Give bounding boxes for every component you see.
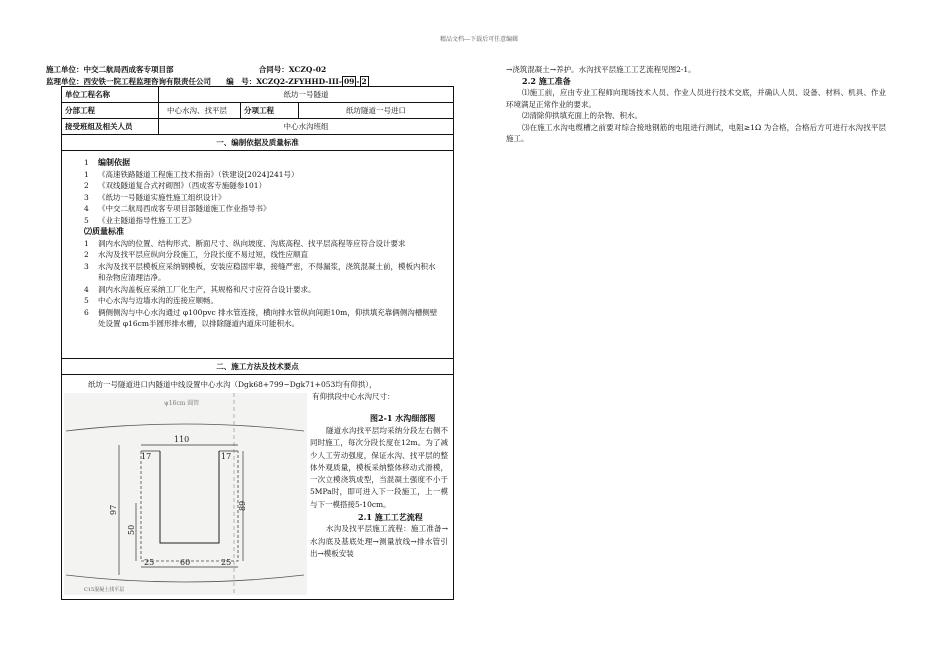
preparation-item: ⑶在施工水沟电缆槽之前要对综合接地钢筋的电阻进行测试，电阻≥1Ω 为合格，合格后方可进行水沟找平层施工。	[506, 122, 886, 143]
list-item-number: 1	[84, 238, 89, 248]
number-label: 编 号：	[226, 77, 257, 86]
right-column	[506, 64, 886, 145]
list-item-number: 1	[84, 169, 89, 179]
section-1-body	[62, 151, 453, 359]
list-item-number: 4	[84, 204, 89, 213]
quality-heading: ⑵质量标准	[84, 226, 124, 236]
list-item-text: 《高速铁路隧道工程施工技术指南》（铁建设[2024]241号）	[98, 169, 299, 179]
list-item	[84, 295, 453, 307]
outer-outline	[141, 451, 238, 561]
list-item-text: 洞内水沟盖板应采纳工厂化生产，其规格和尺寸应符合设计要求。	[98, 284, 316, 294]
bottom-arc	[66, 575, 304, 582]
list-item	[84, 284, 453, 296]
preparation-item: ⑵清除仰拱填充面上的杂物、积水。	[522, 111, 642, 120]
list-item	[84, 215, 453, 227]
list-item-text: 《中交二航局西成客专项目部隧道施工作业指导书》	[98, 204, 271, 213]
supervisor-label: 监理单位：	[46, 77, 84, 86]
list-item-number: 2	[84, 250, 89, 259]
list-item	[84, 238, 453, 250]
preparation-list	[506, 87, 886, 145]
unit-label: 施工单位：	[46, 65, 84, 74]
drain-detail-drawing	[64, 393, 307, 595]
team-value: 中心水沟班组	[283, 122, 329, 131]
list-item-text: 中心水沟与边墙水沟的连接应顺畅。	[98, 296, 218, 305]
contract-label: 合同号：	[258, 65, 289, 74]
technical-disclosure-form	[61, 86, 454, 600]
dim-17b: 17	[221, 452, 232, 461]
figure-caption: 图2-1 水沟细部图	[370, 413, 436, 423]
list-item-text: 《双线隧道复合式衬砌图》（西成客专施隧参101）	[98, 181, 267, 190]
dim-110: 110	[174, 435, 190, 444]
fig-note: C15混凝土找平层	[84, 587, 125, 593]
section-2-paragraph-2: 水沟及找平层施工流程：施工准备→水沟底及基底处理→测量放线→排水管引出→模板安装	[310, 524, 448, 558]
number-box-2: 2	[361, 77, 367, 86]
section-2-body	[62, 375, 453, 599]
section-1-title: 一、编制依据及质量标准	[62, 135, 453, 151]
drain-outline	[160, 451, 219, 543]
project-name-row	[62, 87, 453, 103]
section-2-title: 二、施工方法及技术要点	[62, 359, 453, 375]
team-row	[62, 119, 453, 135]
number-box-1: 09	[343, 77, 355, 86]
list-item-number: 4	[84, 284, 89, 294]
list-item-number: 3	[84, 192, 89, 202]
unit-value: 中交二航局西成客专项目部	[83, 65, 174, 74]
fig-top-label: ψ16cm 圆管	[164, 400, 200, 407]
list-item	[84, 169, 453, 181]
dim-25b: 25	[221, 558, 232, 567]
quality-list	[84, 238, 453, 330]
basis-list	[84, 169, 453, 227]
header-line-1	[46, 64, 326, 75]
list-item	[84, 180, 453, 192]
subheading-2-1: 2.1 施工工艺流程	[358, 512, 423, 523]
item-value: 纸坊隧道一号进口	[346, 106, 406, 115]
dim-17a: 17	[141, 452, 152, 461]
dim-25a: 25	[144, 558, 155, 567]
preparation-item: ⑴施工前，应由专业工程师向现场技术人员、作业人员进行技术交底，并确认人员、设备、材料、机具、作业环境满足正常作业的要求。	[506, 88, 886, 109]
list-item-number: 3	[84, 261, 89, 271]
list-item-text: 水沟及找平层应纵向分段施工，分段长度不易过短，线性应顺直	[98, 250, 308, 259]
list-item-number: 2	[84, 181, 89, 190]
contract-value: XCZQ-02	[288, 65, 327, 74]
basis-number: 1	[84, 158, 89, 167]
subproject-value: 中心水沟、找平层	[159, 103, 241, 118]
project-name-label: 单位工程名称	[62, 87, 159, 102]
list-item-number: 6	[84, 307, 89, 317]
right-line-1: →浇筑混凝土→养护。水沟找平层施工工艺流程见图2-1。	[506, 65, 696, 74]
list-item	[84, 307, 453, 330]
dim-50: 50	[127, 524, 136, 535]
list-item-number: 5	[84, 215, 89, 225]
supervisor-value: 西安铁一院工程监理咨询有限责任公司	[83, 77, 211, 86]
subheading-2-2: 2.2 施工准备	[522, 75, 571, 86]
list-item	[84, 203, 453, 215]
list-item-text: 《业主隧道指导性施工工艺》	[98, 215, 196, 225]
list-item-text: 水沟及找平层模板应采纳钢模板，安装应稳固牢靠，接缝严密，不得漏浆，浇筑混凝土前，模板内积水和杂物应清理洁净。	[98, 261, 436, 282]
section-2-intro-line-2: 有仰拱段中心水沟尺寸：	[312, 392, 395, 401]
dim-97: 97	[109, 504, 118, 515]
section-2-intro-line-1: 纸坊一号隧道进口内隧道中线设置中心水沟（Dgk68+799~Dgk71+053均有仰拱），	[88, 380, 377, 389]
list-item	[84, 192, 453, 204]
subproject-row	[62, 103, 453, 119]
section-2-right-text	[310, 425, 448, 560]
top-arc	[66, 424, 304, 431]
header-line-2: 监理单位：西安铁一院工程监理咨询有限责任公司 编 号：XCZQ2-ZFYHHD-III- 09 - 2	[46, 77, 367, 86]
project-name-value: 纸坊一号隧道	[283, 90, 329, 99]
number-prefix: XCZQ2-ZFYHHD-III-	[256, 77, 342, 86]
item-label: 分项工程	[241, 103, 299, 118]
basis-heading-text: 编制依据	[98, 157, 130, 167]
drain-detail-figure	[64, 393, 307, 595]
list-item	[84, 261, 453, 284]
section-2-paragraph-1: 隧道水沟找平层均采纳分段左右侧不同时施工，每次分段长度在12m。为了减少人工劳动强度，保证水沟、找平层的整体外观质量，模板采纳整体移动式滑模，一次立模浇筑成型，当混凝土强度不小于5MPa时，即可进入下一段施工，上一模与下一模搭接5-10cm。	[310, 426, 448, 509]
subproject-label: 分部工程	[62, 103, 159, 118]
dim-89: 89	[238, 500, 247, 511]
list-item-text: 俩侧侧沟与中心水沟通过 φ100pvc 排水管连接，横向排水管纵向间距10m，仰拱填充靠俩侧沟槽侧壁处设置 φ16cm半圆形排水槽，以排除隧道内道床可能积水。	[98, 307, 438, 328]
list-item-text: 《纸坊一号隧道实施性施工组织设计》	[98, 192, 226, 202]
list-item	[84, 249, 453, 261]
team-label: 接受班组及相关人员	[62, 119, 159, 134]
list-item-text: 洞内水沟的位置、结构形式、断面尺寸、纵向坡度、沟底高程、找平层高程等应符合设计要求	[98, 238, 406, 248]
dim-60: 60	[180, 558, 191, 567]
watermark: 精品文档---下载后可任意编辑	[440, 36, 519, 43]
list-item-number: 5	[84, 296, 89, 305]
basis-heading	[84, 157, 453, 169]
